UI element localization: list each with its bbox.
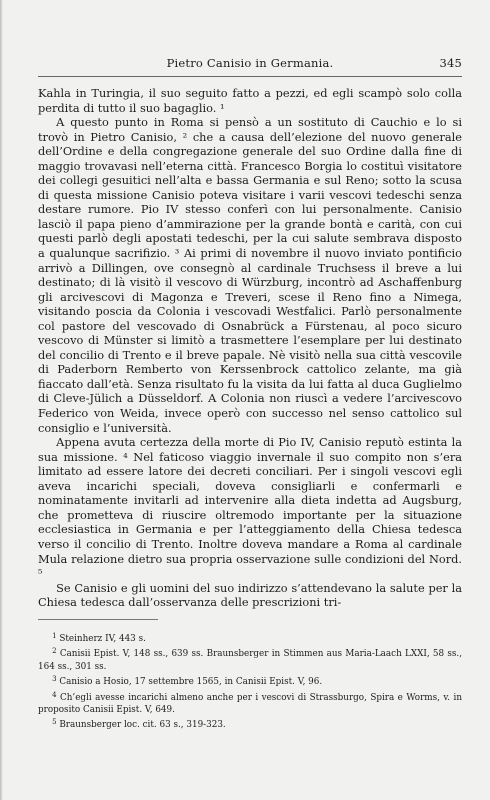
footnote-text: Braunsberger loc. cit. 63 s., 319-323.: [59, 720, 226, 731]
footnote-mark: 4: [52, 690, 57, 699]
running-header: [38, 56, 462, 72]
paragraph: Se Canisio e gli uomini del suo indirizzo s’attendevano la salute per la Chiesa tedesca dall’osservanza delle prescrizioni tri-: [38, 580, 462, 610]
footnote: [38, 645, 462, 673]
footnote-mark: 3: [52, 675, 57, 684]
footnotes: [38, 630, 462, 732]
footnote-mark: 1: [52, 632, 57, 640]
body-text: [38, 86, 462, 610]
paragraph: A questo punto in Roma si pensò a un sostituto di Cauchio e lo si trovò in Pietro Canisio, ² che a causa dell’elezione del nuovo generale dell’Ordine e della congregazione generale del suo Ordine dalla fine di maggio trovavasi nell’eterna città. Francesco Borgia lo costituì visitatore dei collegi gesuitici nell’alta e bassa Germania e sul Reno; sotto la scusa di questa missione Canisio poteva visitare i varii vescovi tedeschi senza destare rumore. Pio IV stesso conferì con lui personalmente. Canisio lasciò il papa pieno d’ammirazione per la grande bontà e carità, con cui questi parlò degli apostati tedeschi, per la cui salute sembrava disposto a qualunque sacrifizio. ³ Ai primi di novembre il nuovo inviato pontificio arrivò a Dillingen, ove consegnò al cardinale Truchsess il breve a lui destinato; di là visitò il vescovo di Würzburg, incontrò ad Aschaffenburg gli arcivescovi di Magonza e Treveri, scese il Reno fino a Nimega, visitando poscia da Colonia i vescovadi Westfalici. Parlò personalmente col pastore del vescovado di Osnabrück a Fürstenau, al poco sicuro vescovo di Münster si limitò a trasmettere l’esemplare per lui destinato del concilio di Trento e il breve papale. Nè visitò nella sua città vescovile di Paderborn Remberto von Kerssenbrock cattolico zelante, ma già fiaccato dall’età. Senza risultato fu la visita da lui fatta al duca Guglielmo di Cleve-Jülich a Düsseldorf. A Colonia non riuscì a vedere l’arcivescovo Federico von Weida, invece operò con successo nel senso cattolico sul consiglio e l’università.: [38, 115, 462, 435]
paragraph: Appena avuta certezza della morte di Pio IV, Canisio reputò estinta la sua missione. ⁴ Nel faticoso viaggio invernale il suo compito non s’era limitato ad essere latore dei decreti conciliari. Per i singoli vescovi egli aveva incarichi speciali, doveva consigliarli e confermarli e nominatamente invitarli ad intervenire alla dieta indetta ad Augsburg, che prometteva di riuscire oltremodo importante per la situazione ecclesiastica in Germania e per l’atteggiamento della Chiesa tedesca verso il concilio di Trento. Inoltre doveva mandare a Roma al cardinale Mula relazione dietro sua propria osservazione sulle condizioni del Nord. ⁵: [38, 435, 462, 581]
footnote: [38, 630, 462, 645]
page-spine-shadow: [0, 0, 3, 800]
footnote-mark: 5: [52, 718, 57, 727]
footnote: [38, 716, 462, 731]
paragraph: Kahla in Turingia, il suo seguito fatto a pezzi, ed egli scampò solo colla perdita di tutto il suo bagaglio. ¹: [38, 86, 462, 115]
page-number: 345: [439, 56, 462, 70]
footnote-text: Ch’egli avesse incarichi almeno anche per i vescovi di Strassburgo, Spira e Worms, v. in proposito Canisii Epist. V, 649.: [38, 692, 463, 716]
running-title: Pietro Canisio in Germania.: [166, 56, 334, 70]
footnote-text: Steinherz IV, 443 s.: [59, 634, 146, 644]
footnote-text: Canisii Epist. V, 148 ss., 639 ss. Braunsberger in Stimmen aus Maria-Laach LXXI, 58 ss., 164 ss., 301 ss.: [38, 649, 462, 672]
footnote-mark: 2: [52, 647, 57, 656]
footnote-text: Canisio a Hosio, 17 settembre 1565, in Canisii Epist. V, 96.: [59, 677, 323, 688]
header-rule: [38, 76, 462, 77]
footnote: [38, 689, 462, 717]
footnote-rule: [38, 619, 158, 620]
footnote: [38, 673, 462, 688]
